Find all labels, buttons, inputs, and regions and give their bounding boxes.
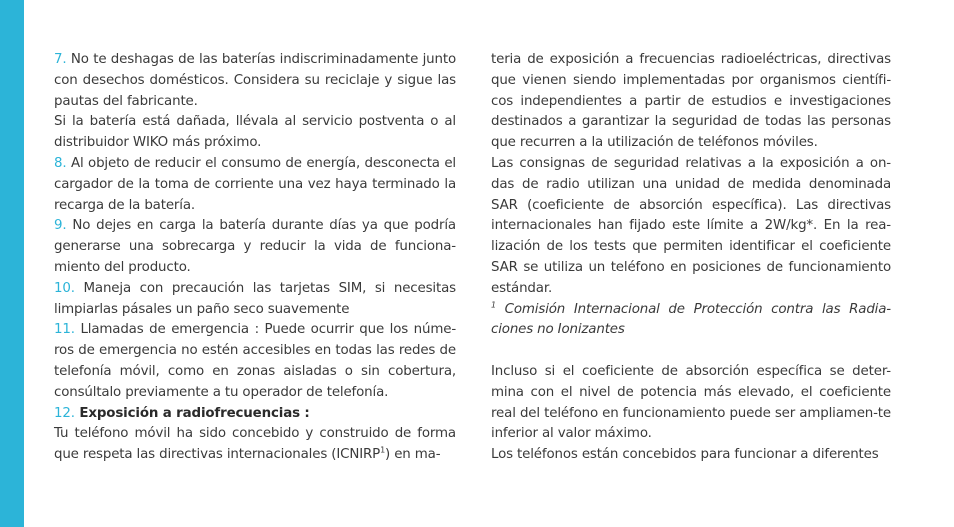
item-number: 8. — [54, 155, 67, 171]
paragraph-4: Los teléfonos están concebidos para funcionar a diferentes — [491, 447, 879, 463]
item-number: 11. — [54, 322, 75, 338]
footnote-text: Comisión Internacional de Protección contra las Radia-ciones no Ionizantes — [491, 301, 891, 338]
item-text: Al objeto de reducir el consumo de energía, desconecta el cargador de la toma de corriente una vez haya terminado la recarga de la batería. — [54, 155, 456, 213]
footnote-ref: 1 — [380, 445, 386, 455]
footnote — [491, 300, 891, 342]
item-11 — [54, 320, 456, 403]
paragraph-2: Las consignas de seguridad relativas a la exposición a on-das de radio utilizan una unidad de medida denominada SAR (coeficiente de absorción específica). Las directivas internacionales han fijado este límite a 2W/kg*. En la rea-lización de los tests que permiten identificar el coeficiente SAR se utiliza un teléfono en posiciones de funcionamiento estándar. — [491, 155, 891, 296]
item-7 — [54, 50, 456, 112]
paragraph-1: teria de exposición a frecuencias radioeléctricas, directivas que vienen siendo implementadas por organismos científi-cos independientes a partir de estudios e investigaciones destinados a garantizar la seguridad de todas las personas que recurren a la utilización de teléfonos móviles. — [491, 52, 891, 151]
item-number: 7. — [54, 52, 67, 67]
left-column — [54, 50, 456, 466]
accent-side-bar — [0, 0, 24, 527]
item-number: 10. — [54, 280, 75, 296]
item-number: 12. — [54, 405, 75, 421]
item-text: No dejes en carga la batería durante días ya que podría generarse una sobrecarga y reducir la vida de funciona-miento del producto. — [54, 218, 456, 275]
item-9 — [54, 216, 456, 278]
item-8 — [54, 154, 456, 216]
item-text: Tu teléfono móvil ha sido concebido y construido de forma que respeta las directivas internacionales (ICNIRP — [54, 426, 456, 463]
paragraph-3: Incluso si el coeficiente de absorción específica se deter-mina con el nivel de potencia más elevado, el coeficiente real del teléfono en funcionamiento puede ser ampliamen-te inferior al valor máximo. — [491, 363, 891, 442]
section-title: Exposición a radiofrecuencias : — [74, 405, 310, 421]
item-12-heading — [54, 404, 456, 425]
item-text: No te deshagas de las baterías indiscriminadamente junto con desechos domésticos. Considera su reciclaje y sigue las pautas del fabricante. — [54, 52, 456, 109]
spacer — [491, 341, 891, 362]
footnote-mark: 1 — [491, 300, 496, 310]
item-7-continued: Si la batería está dañada, llévala al servicio postventa o al distribuidor WIKO más próximo. — [54, 114, 456, 151]
item-number: 9. — [54, 218, 67, 234]
item-text-end: ) en ma- — [385, 447, 441, 463]
item-10 — [54, 279, 456, 321]
item-text: Llamadas de emergencia : Puede ocurrir que los núme-ros de emergencia no estén accesibles en todas las redes de telefonía móvil, como en zonas aisladas o sin cobertura, consúltalo previamente a tu operador de telefonía. — [54, 322, 456, 400]
item-12-body — [54, 424, 456, 466]
right-column — [491, 50, 891, 466]
item-text: Maneja con precaución las tarjetas SIM, si necesitas limpiarlas pásales un paño seco suavemente — [54, 280, 456, 317]
